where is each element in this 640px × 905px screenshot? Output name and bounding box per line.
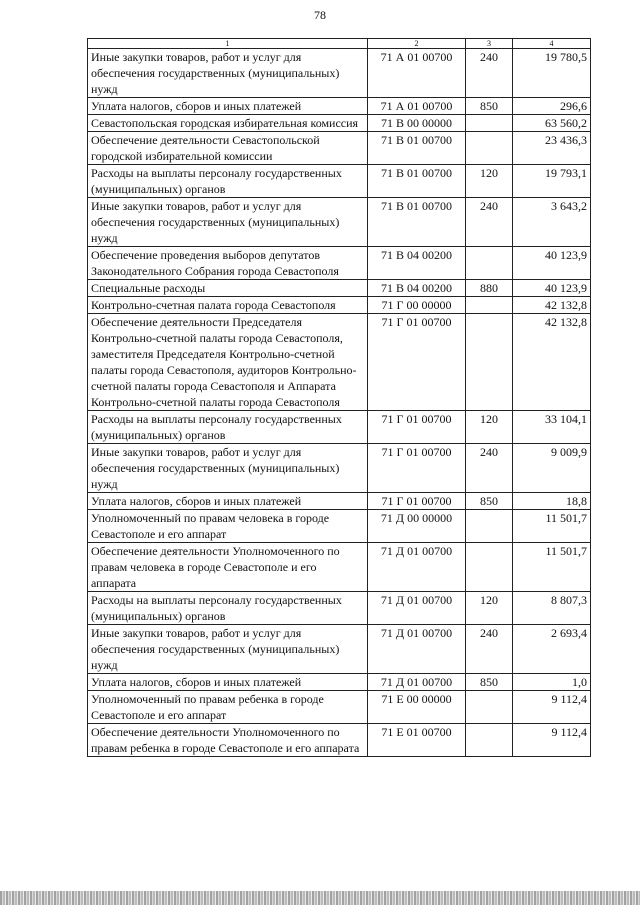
row-type-cell: [466, 115, 513, 132]
row-code-cell: 71 А 01 00700: [368, 49, 466, 98]
table-row: [88, 510, 591, 543]
row-amount-cell: 42 132,8: [513, 297, 591, 314]
row-code-cell: 71 Г 00 00000: [368, 297, 466, 314]
row-code-cell: 71 Е 00 00000: [368, 691, 466, 724]
table-row: [88, 444, 591, 493]
row-type-cell: 850: [466, 493, 513, 510]
row-code-cell: 71 В 00 00000: [368, 115, 466, 132]
row-type-cell: 120: [466, 165, 513, 198]
table-row: [88, 724, 591, 757]
row-amount-cell: 19 793,1: [513, 165, 591, 198]
budget-table: [87, 38, 591, 757]
row-amount-cell: 40 123,9: [513, 280, 591, 297]
row-code-cell: 71 Г 01 00700: [368, 444, 466, 493]
row-type-cell: [466, 543, 513, 592]
row-type-cell: [466, 510, 513, 543]
row-amount-cell: 9 112,4: [513, 691, 591, 724]
row-code-cell: 71 В 04 00200: [368, 280, 466, 297]
row-type-cell: [466, 132, 513, 165]
row-name-cell: Обеспечение деятельности Уполномоченного по правам человека в городе Севастополе и его аппарата: [88, 543, 368, 592]
row-amount-cell: 296,6: [513, 98, 591, 115]
row-type-cell: [466, 247, 513, 280]
row-amount-cell: 19 780,5: [513, 49, 591, 98]
row-code-cell: 71 Д 01 00700: [368, 592, 466, 625]
table-row: [88, 297, 591, 314]
row-code-cell: 71 Д 01 00700: [368, 625, 466, 674]
table-row: [88, 543, 591, 592]
row-amount-cell: 3 643,2: [513, 198, 591, 247]
row-name-cell: Специальные расходы: [88, 280, 368, 297]
row-code-cell: 71 В 04 00200: [368, 247, 466, 280]
row-type-cell: [466, 297, 513, 314]
row-name-cell: Расходы на выплаты персоналу государственных (муниципальных) органов: [88, 592, 368, 625]
row-amount-cell: 40 123,9: [513, 247, 591, 280]
row-code-cell: 71 В 01 00700: [368, 165, 466, 198]
row-name-cell: Расходы на выплаты персоналу государственных (муниципальных) органов: [88, 165, 368, 198]
row-code-cell: 71 Д 01 00700: [368, 674, 466, 691]
table-row: [88, 280, 591, 297]
table-row: [88, 674, 591, 691]
row-code-cell: 71 Д 00 00000: [368, 510, 466, 543]
row-name-cell: Уплата налогов, сборов и иных платежей: [88, 98, 368, 115]
row-name-cell: Иные закупки товаров, работ и услуг для обеспечения государственных (муниципальных) нужд: [88, 625, 368, 674]
row-amount-cell: 9 112,4: [513, 724, 591, 757]
table-row: [88, 625, 591, 674]
table-row: [88, 592, 591, 625]
row-amount-cell: 63 560,2: [513, 115, 591, 132]
row-amount-cell: 1,0: [513, 674, 591, 691]
row-type-cell: [466, 691, 513, 724]
row-code-cell: 71 А 01 00700: [368, 98, 466, 115]
column-header-code: 2: [368, 39, 466, 49]
table-row: [88, 49, 591, 98]
row-type-cell: 240: [466, 625, 513, 674]
table-row: [88, 691, 591, 724]
table-row: [88, 411, 591, 444]
table-row: [88, 493, 591, 510]
row-type-cell: 240: [466, 444, 513, 493]
row-amount-cell: 2 693,4: [513, 625, 591, 674]
row-type-cell: 120: [466, 592, 513, 625]
row-name-cell: Обеспечение проведения выборов депутатов Законодательного Собрания города Севастополя: [88, 247, 368, 280]
row-code-cell: 71 Г 01 00700: [368, 314, 466, 411]
row-name-cell: Уплата налогов, сборов и иных платежей: [88, 493, 368, 510]
row-name-cell: Расходы на выплаты персоналу государственных (муниципальных) органов: [88, 411, 368, 444]
scan-edge-strip: [0, 891, 640, 905]
row-name-cell: Обеспечение деятельности Председателя Контрольно-счетной палаты города Севастополя, заместителя Председателя Контрольно-счетной палаты города Севастополя, аудиторов Контрольно-счетной палаты города Севастополя и Аппарата Контрольно-счетной палаты города Севастополя: [88, 314, 368, 411]
row-name-cell: Иные закупки товаров, работ и услуг для обеспечения государственных (муниципальных) нужд: [88, 198, 368, 247]
table-row: [88, 165, 591, 198]
row-name-cell: Уполномоченный по правам ребенка в городе Севастополе и его аппарат: [88, 691, 368, 724]
row-name-cell: Иные закупки товаров, работ и услуг для обеспечения государственных (муниципальных) нужд: [88, 444, 368, 493]
table-row: [88, 98, 591, 115]
row-type-cell: 240: [466, 49, 513, 98]
row-name-cell: Уполномоченный по правам человека в городе Севастополе и его аппарат: [88, 510, 368, 543]
row-amount-cell: 23 436,3: [513, 132, 591, 165]
column-header-name: 1: [88, 39, 368, 49]
table-row: [88, 198, 591, 247]
row-amount-cell: 9 009,9: [513, 444, 591, 493]
row-type-cell: [466, 314, 513, 411]
column-header-type: 3: [466, 39, 513, 49]
table-row: [88, 132, 591, 165]
row-type-cell: 120: [466, 411, 513, 444]
row-type-cell: 850: [466, 674, 513, 691]
table-row: [88, 115, 591, 132]
header-row: [88, 39, 591, 49]
row-amount-cell: 8 807,3: [513, 592, 591, 625]
page-number: 78: [314, 8, 326, 22]
row-code-cell: 71 В 01 00700: [368, 132, 466, 165]
row-amount-cell: 11 501,7: [513, 543, 591, 592]
row-type-cell: [466, 724, 513, 757]
row-code-cell: 71 В 01 00700: [368, 198, 466, 247]
row-code-cell: 71 Г 01 00700: [368, 493, 466, 510]
row-type-cell: 880: [466, 280, 513, 297]
row-name-cell: Контрольно-счетная палата города Севастополя: [88, 297, 368, 314]
column-header-amount: 4: [513, 39, 591, 49]
row-name-cell: Обеспечение деятельности Уполномоченного по правам ребенка в городе Севастополе и его аппарата: [88, 724, 368, 757]
row-type-cell: 240: [466, 198, 513, 247]
row-amount-cell: 33 104,1: [513, 411, 591, 444]
row-name-cell: Иные закупки товаров, работ и услуг для обеспечения государственных (муниципальных) нужд: [88, 49, 368, 98]
row-code-cell: 71 Е 01 00700: [368, 724, 466, 757]
table-row: [88, 314, 591, 411]
row-amount-cell: 18,8: [513, 493, 591, 510]
row-name-cell: Севастопольская городская избирательная комиссия: [88, 115, 368, 132]
table-row: [88, 247, 591, 280]
row-code-cell: 71 Г 01 00700: [368, 411, 466, 444]
row-code-cell: 71 Д 01 00700: [368, 543, 466, 592]
row-name-cell: Уплата налогов, сборов и иных платежей: [88, 674, 368, 691]
row-name-cell: Обеспечение деятельности Севастопольской городской избирательной комиссии: [88, 132, 368, 165]
row-amount-cell: 42 132,8: [513, 314, 591, 411]
row-type-cell: 850: [466, 98, 513, 115]
row-amount-cell: 11 501,7: [513, 510, 591, 543]
